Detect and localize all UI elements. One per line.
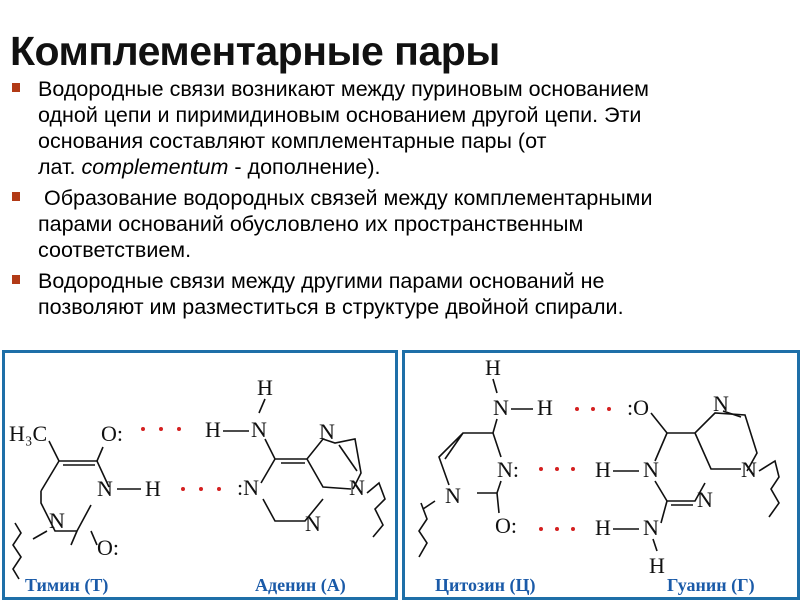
atom-n-top: N: [251, 417, 267, 442]
thymine-adenine-panel: [2, 350, 398, 600]
atom-n-cyt-bottom: N: [445, 483, 461, 508]
caption-thymine: Тимин (Т): [25, 575, 109, 595]
atom-n-colon: :N: [237, 475, 259, 500]
atom-h3c: H₃C: [9, 421, 48, 446]
hydrogen-bond-top: [575, 407, 611, 411]
bullet-marker: [12, 275, 20, 284]
atom-n-bottom: N: [49, 508, 65, 533]
bullet-line: Водородные связи возникают между пуриновым основанием: [38, 77, 649, 101]
atom-h-bottom: H: [595, 515, 611, 540]
bullet-list: [10, 76, 798, 325]
atom-n-amine: N: [493, 395, 509, 420]
bullet-marker: [12, 192, 20, 201]
atom-h-top: H: [485, 355, 501, 380]
atom-h-last: H: [649, 553, 665, 578]
bullet-line: основания составляют комплементарные пары (от: [38, 129, 547, 153]
atom-n-ring-top: N: [713, 391, 729, 416]
atom-n-imid: N: [349, 475, 365, 500]
atom-h-mid: H: [145, 476, 161, 501]
caption-adenine: Аденин (А): [255, 575, 346, 595]
bullet-line-last: [38, 154, 798, 180]
bullet-line: парами оснований обусловлено их пространственным: [38, 212, 584, 236]
thymine-adenine-diagram: [5, 353, 395, 597]
atom-h-amine: H: [537, 395, 553, 420]
hydrogen-bond-bottom: [539, 527, 575, 531]
bullet-item-1: [10, 76, 798, 180]
atom-n-mid: N: [643, 457, 659, 482]
atom-h-top: H: [257, 375, 273, 400]
amine-top-bond: [493, 379, 497, 393]
bullet-line: Водородные связи между другими парами оснований не: [38, 269, 605, 293]
atom-h-top-amine: H: [205, 417, 221, 442]
atom-o-bottom: O:: [97, 535, 119, 560]
atom-n-mid: N: [97, 476, 113, 501]
atom-n-ring: N: [319, 419, 335, 444]
atom-n-bottom: N: [643, 515, 659, 540]
sugar-squiggle-left: [13, 523, 21, 579]
thymine-side-bonds: [33, 441, 103, 545]
slide-title: Комплементарные пары: [10, 28, 500, 74]
bullet-item-2: [10, 185, 798, 263]
atom-n-imid: N: [741, 457, 757, 482]
caption-cytosine: Цитозин (Ц): [435, 575, 536, 595]
amine-bond: [259, 399, 265, 413]
atom-n-colon: N:: [497, 457, 519, 482]
cytosine-guanine-panel: [402, 350, 800, 600]
atom-o-top: O:: [101, 421, 123, 446]
cytosine-guanine-diagram: [405, 353, 797, 597]
hydrogen-bond-mid: [539, 467, 575, 471]
bullet-marker: [12, 83, 20, 92]
bullet-item-3: [10, 268, 798, 320]
atom-n-bottom-right: N: [305, 511, 321, 536]
bullet-line: Образование водородных связей между комплементарными: [38, 186, 653, 210]
atom-o-colon: :O: [627, 395, 649, 420]
caption-guanine: Гуанин (Г): [667, 575, 755, 595]
sugar-squiggle-right: [759, 461, 779, 517]
atom-o-bottom: O:: [495, 513, 517, 538]
hydrogen-bond-mid: [181, 487, 221, 491]
latin-prefix: лат.: [38, 155, 82, 179]
bullet-line: позволяют им разместиться в структуре двойной спирали.: [38, 295, 624, 319]
adenine-double-bonds: [281, 445, 357, 471]
atom-h-mid: H: [595, 457, 611, 482]
bullet-line: одной цепи и пиримидиновым основанием другой цепи. Эти: [38, 103, 642, 127]
adenine-ring-bonds: [261, 439, 361, 521]
bullet-line: соответствием.: [38, 238, 192, 262]
latin-suffix: - дополнение).: [228, 155, 381, 179]
sugar-squiggle-left: [419, 501, 435, 557]
hydrogen-bond-top: [141, 427, 181, 431]
atom-n-gua-bottom: N: [697, 487, 713, 512]
latin-term: complementum: [81, 155, 229, 179]
sugar-squiggle-right: [367, 483, 385, 537]
amine-bottom-bond: [653, 539, 657, 551]
